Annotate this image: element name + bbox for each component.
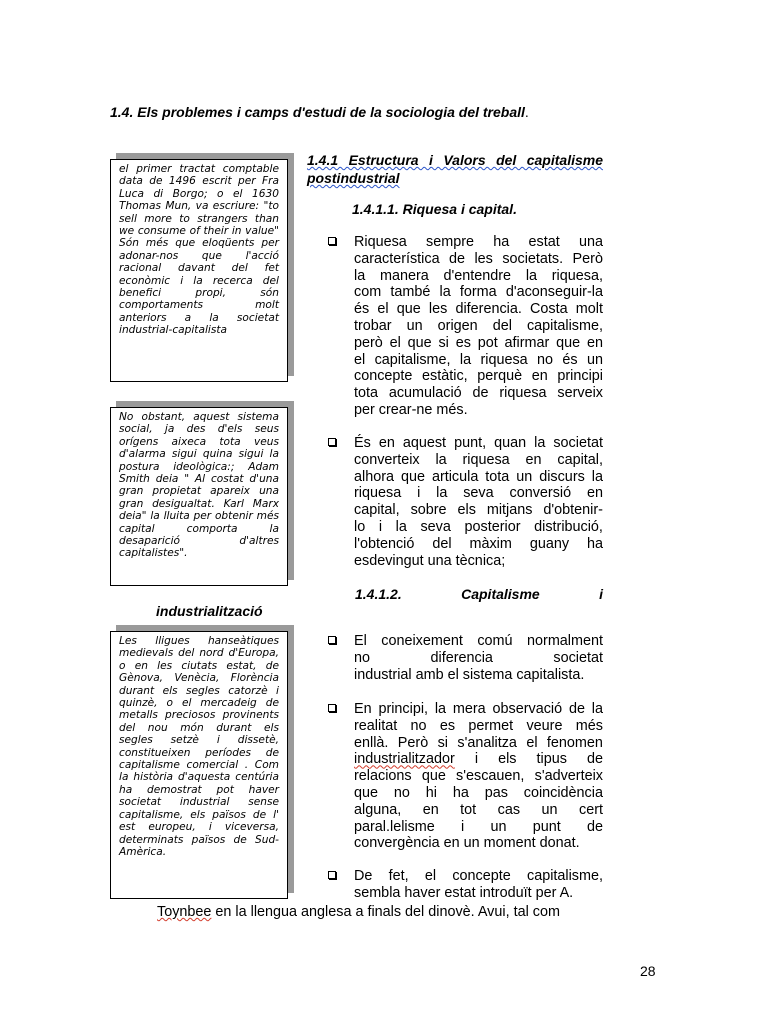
- bullet-item-4: [328, 701, 603, 852]
- paragraph-continuation: Toynbee en la llengua anglesa a finals del dinovè. Avui, tal com: [157, 904, 560, 920]
- square-bullet-icon: [328, 237, 336, 245]
- bullet-item-5: [328, 868, 603, 902]
- text-line: no diferencia societat: [354, 649, 603, 666]
- text-line: convergència en un moment donat.: [354, 835, 580, 852]
- text-line: relacions que s'escauen, s'adverteix: [354, 768, 603, 785]
- text-line: Riquesa sempre ha estat una: [354, 234, 603, 250]
- text-line: el capitalisme, la riquesa no és un: [354, 351, 603, 368]
- sidebox-1-text: el primer tractat comptable data de 1496 escrit per Fra Luca di Borgo; o el 1630 Thomas Mun, va escriure: "to sell more to strangers than we consume of their in value" Són més que eloqüents per adonar-nos que l'acció racional davant del fet econòmic i la recerca del benefici propi, són comportaments molt anteriors a la societat industrial-capitalista: [119, 163, 279, 337]
- text-line: capital, sobre els mitjans d'obtenir-: [354, 502, 603, 519]
- text-line: En principi, la mera observació de la: [354, 701, 603, 717]
- text-line: característica de les societats. Però: [354, 250, 603, 267]
- text-line: que no hi ha pas coincidència: [354, 784, 603, 801]
- text-line: però el que si es pot afirmar que en: [354, 334, 603, 351]
- text-line: paral.lelisme i un punt de: [354, 818, 603, 835]
- text-line: realitat no es permet veure més: [354, 717, 603, 734]
- text-line: és el que les diferencia. Costa molt: [354, 301, 603, 318]
- text-line: concepte estàtic, perquè en principi: [354, 368, 603, 385]
- text-line: De fet, el concepte capitalisme,: [354, 868, 603, 884]
- text-line: l'obtenció del màxim guany ha: [354, 535, 603, 552]
- text-line: lo i la seva posterior distribució,: [354, 518, 603, 535]
- heading-1-4-1-1: 1.4.1.1. Riquesa i capital.: [352, 201, 517, 217]
- sidebox-3-text: Les lligues hanseàtiques medievals del nord d'Europa, o en les ciutats estat, de Gènova, Venècia, Florència durant els segles catorzè i quinzè, o el mercadeig de metalls preciosos provinents del nou món durant els segles setzè i dissetè, constitueixen períodes de capitalisme comercial . Com la història d'aquesta centúria ha demostrat pot haver societat industrial sense capitalisme, els països de l' est europeu, i viceversa, determinats països de Sud-Amèrica.: [119, 635, 279, 858]
- text-line: esdevingut una tècnica;: [354, 552, 506, 569]
- square-bullet-icon: [328, 704, 336, 712]
- sidebox-3: [110, 631, 288, 899]
- heading-1-4-1: 1.4.1 Estructura i Valors del capitalisme postindustrial: [307, 152, 603, 186]
- text-line: industrial amb el sistema capitalista.: [354, 666, 585, 683]
- bullet-item-2: [328, 435, 603, 569]
- page-number: 28: [640, 963, 656, 979]
- text-line: trobar un origen del capitalisme,: [354, 317, 603, 334]
- bullet-item-3: [328, 633, 603, 683]
- sidebox-2: [110, 407, 288, 586]
- text-line: sembla haver estat introduït per A.: [354, 884, 574, 901]
- text-line: la manera d'entendre la riquesa,: [354, 267, 603, 284]
- text-line: enllà. Però si s'analitza el fenomen: [354, 734, 603, 751]
- text-line: com també la forma d'aconseguir-la: [354, 284, 603, 301]
- text-line: industrialitzador i els tipus de: [354, 751, 603, 768]
- text-line: alhora que articula tota un discurs la: [354, 468, 603, 485]
- section-title: 1.4. Els problemes i camps d'estudi de la sociologia del treball.: [110, 104, 529, 120]
- text-line: per crear-ne més.: [354, 401, 468, 418]
- text-line: converteix la riquesa en capital,: [354, 451, 603, 468]
- square-bullet-icon: [328, 636, 336, 644]
- bullet-item-1: [328, 234, 603, 419]
- heading-1-4-1-2: 1.4.1.2. Capitalisme i: [355, 586, 603, 602]
- sidebox-1: [110, 159, 288, 382]
- text-line: És en aquest punt, quan la societat: [354, 435, 603, 451]
- text-line: alguna, en tot cas un cert: [354, 801, 603, 818]
- sidebox-2-text: No obstant, aquest sistema social, ja des d'els seus orígens aixeca tota veus d'alarma sigui quina sigui la postura ideològica:; Adam Smith deia " Al costat d'una gran propietat apareix una gran desigualtat. Karl Marx deia" la lluita per obtenir més capital comporta la desaparició d'altres capitalistes".: [119, 411, 279, 560]
- square-bullet-icon: [328, 871, 336, 879]
- square-bullet-icon: [328, 438, 336, 446]
- text-line: tota acumulació de riquesa serveix: [354, 385, 603, 402]
- heading-1-4-1-2-continued: industrialització: [156, 603, 263, 619]
- text-line: riquesa i la seva conversió en: [354, 485, 603, 502]
- text-line: El coneixement comú normalment: [354, 633, 603, 649]
